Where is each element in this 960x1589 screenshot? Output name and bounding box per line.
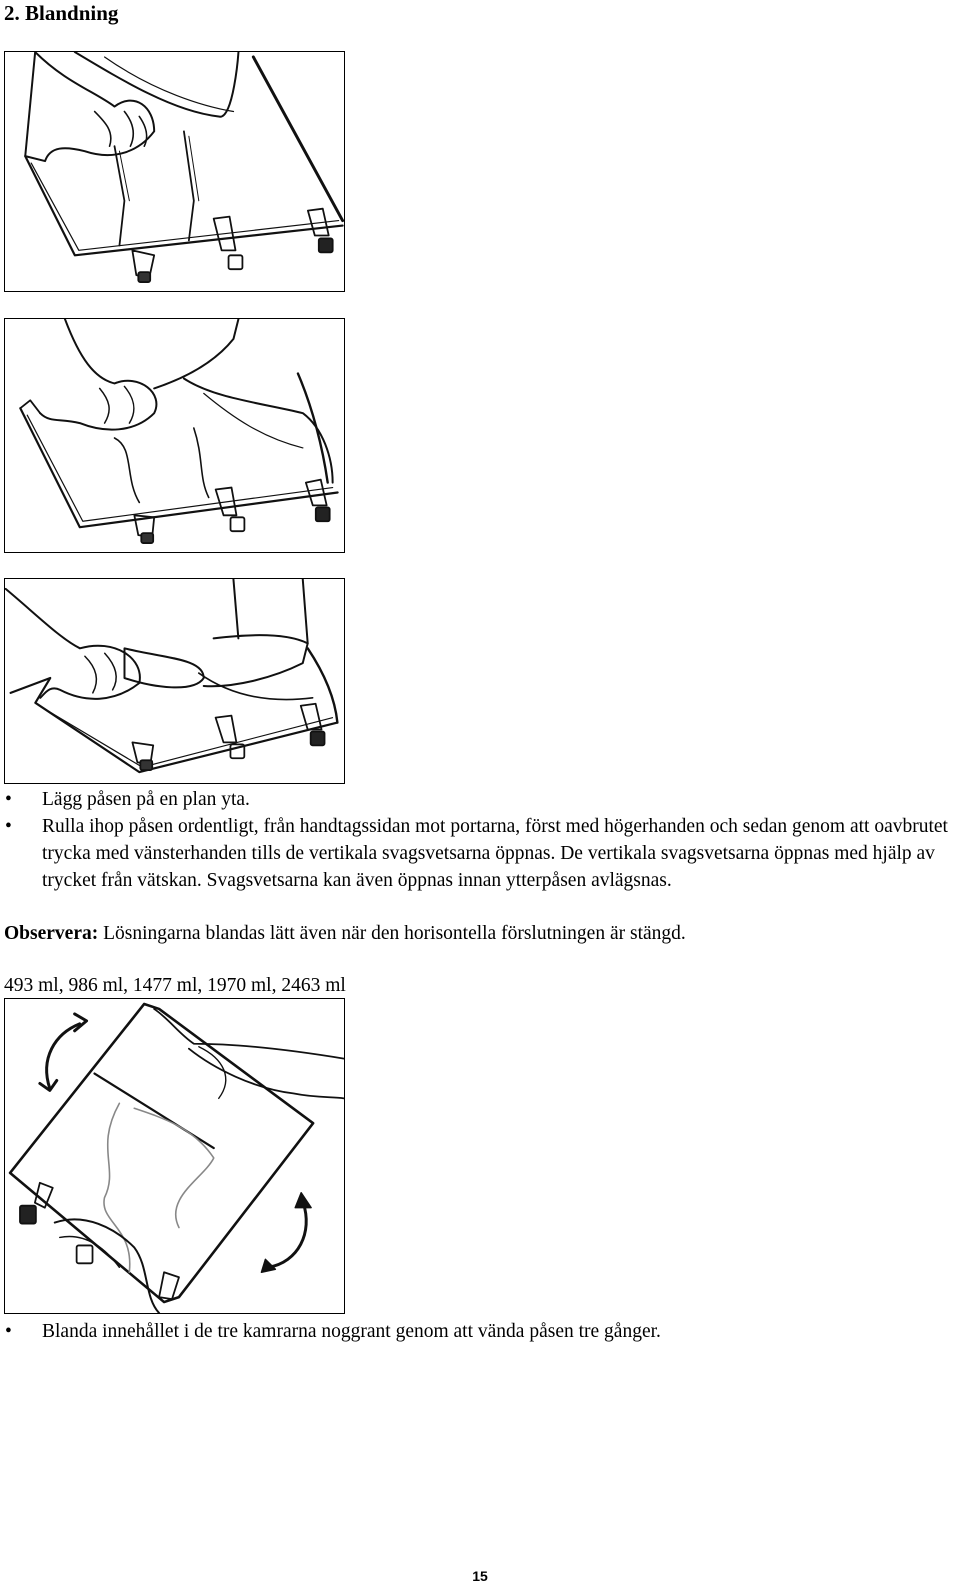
bullet-icon: •: [5, 789, 12, 810]
page-number: 15: [472, 1568, 488, 1584]
instruction-text: Lägg påsen på en plan yta.: [42, 789, 250, 810]
instruction-list: [0, 786, 960, 894]
bullet-icon: •: [5, 1321, 12, 1342]
volume-list: 493 ml, 986 ml, 1477 ml, 1970 ml, 2463 ml: [4, 975, 346, 996]
list-item: [0, 813, 960, 894]
section-title: 2. Blandning: [4, 1, 119, 25]
instruction-text: Rulla ihop påsen ordentligt, från handtagssidan mot portarna, först med högerhanden och sedan genom att oavbrutet trycka med vänsterhanden tills de vertikala svagsvetsarna öppnas. De vertikala svagsvetsarna öppnas med hjälp av trycket från vätskan. Svagsvetsarna kan även öppnas innan ytterpåsen avlägsnas.: [42, 816, 948, 891]
illustration-roll-step-2: [4, 318, 345, 553]
note-text: Lösningarna blandas lätt även när den horisontella förslutningen är stängd.: [98, 923, 686, 944]
note-label: Observera:: [4, 923, 99, 944]
list-item: [0, 786, 960, 813]
illustration-roll-step-1: [4, 51, 345, 292]
illustration-invert-bag: [4, 998, 345, 1314]
final-step-text: Blanda innehållet i de tre kamrarna noggrant genom att vända påsen tre gånger.: [42, 1321, 661, 1342]
note: [4, 920, 954, 947]
bullet-icon: •: [5, 816, 12, 837]
illustration-roll-step-3: [4, 578, 345, 784]
